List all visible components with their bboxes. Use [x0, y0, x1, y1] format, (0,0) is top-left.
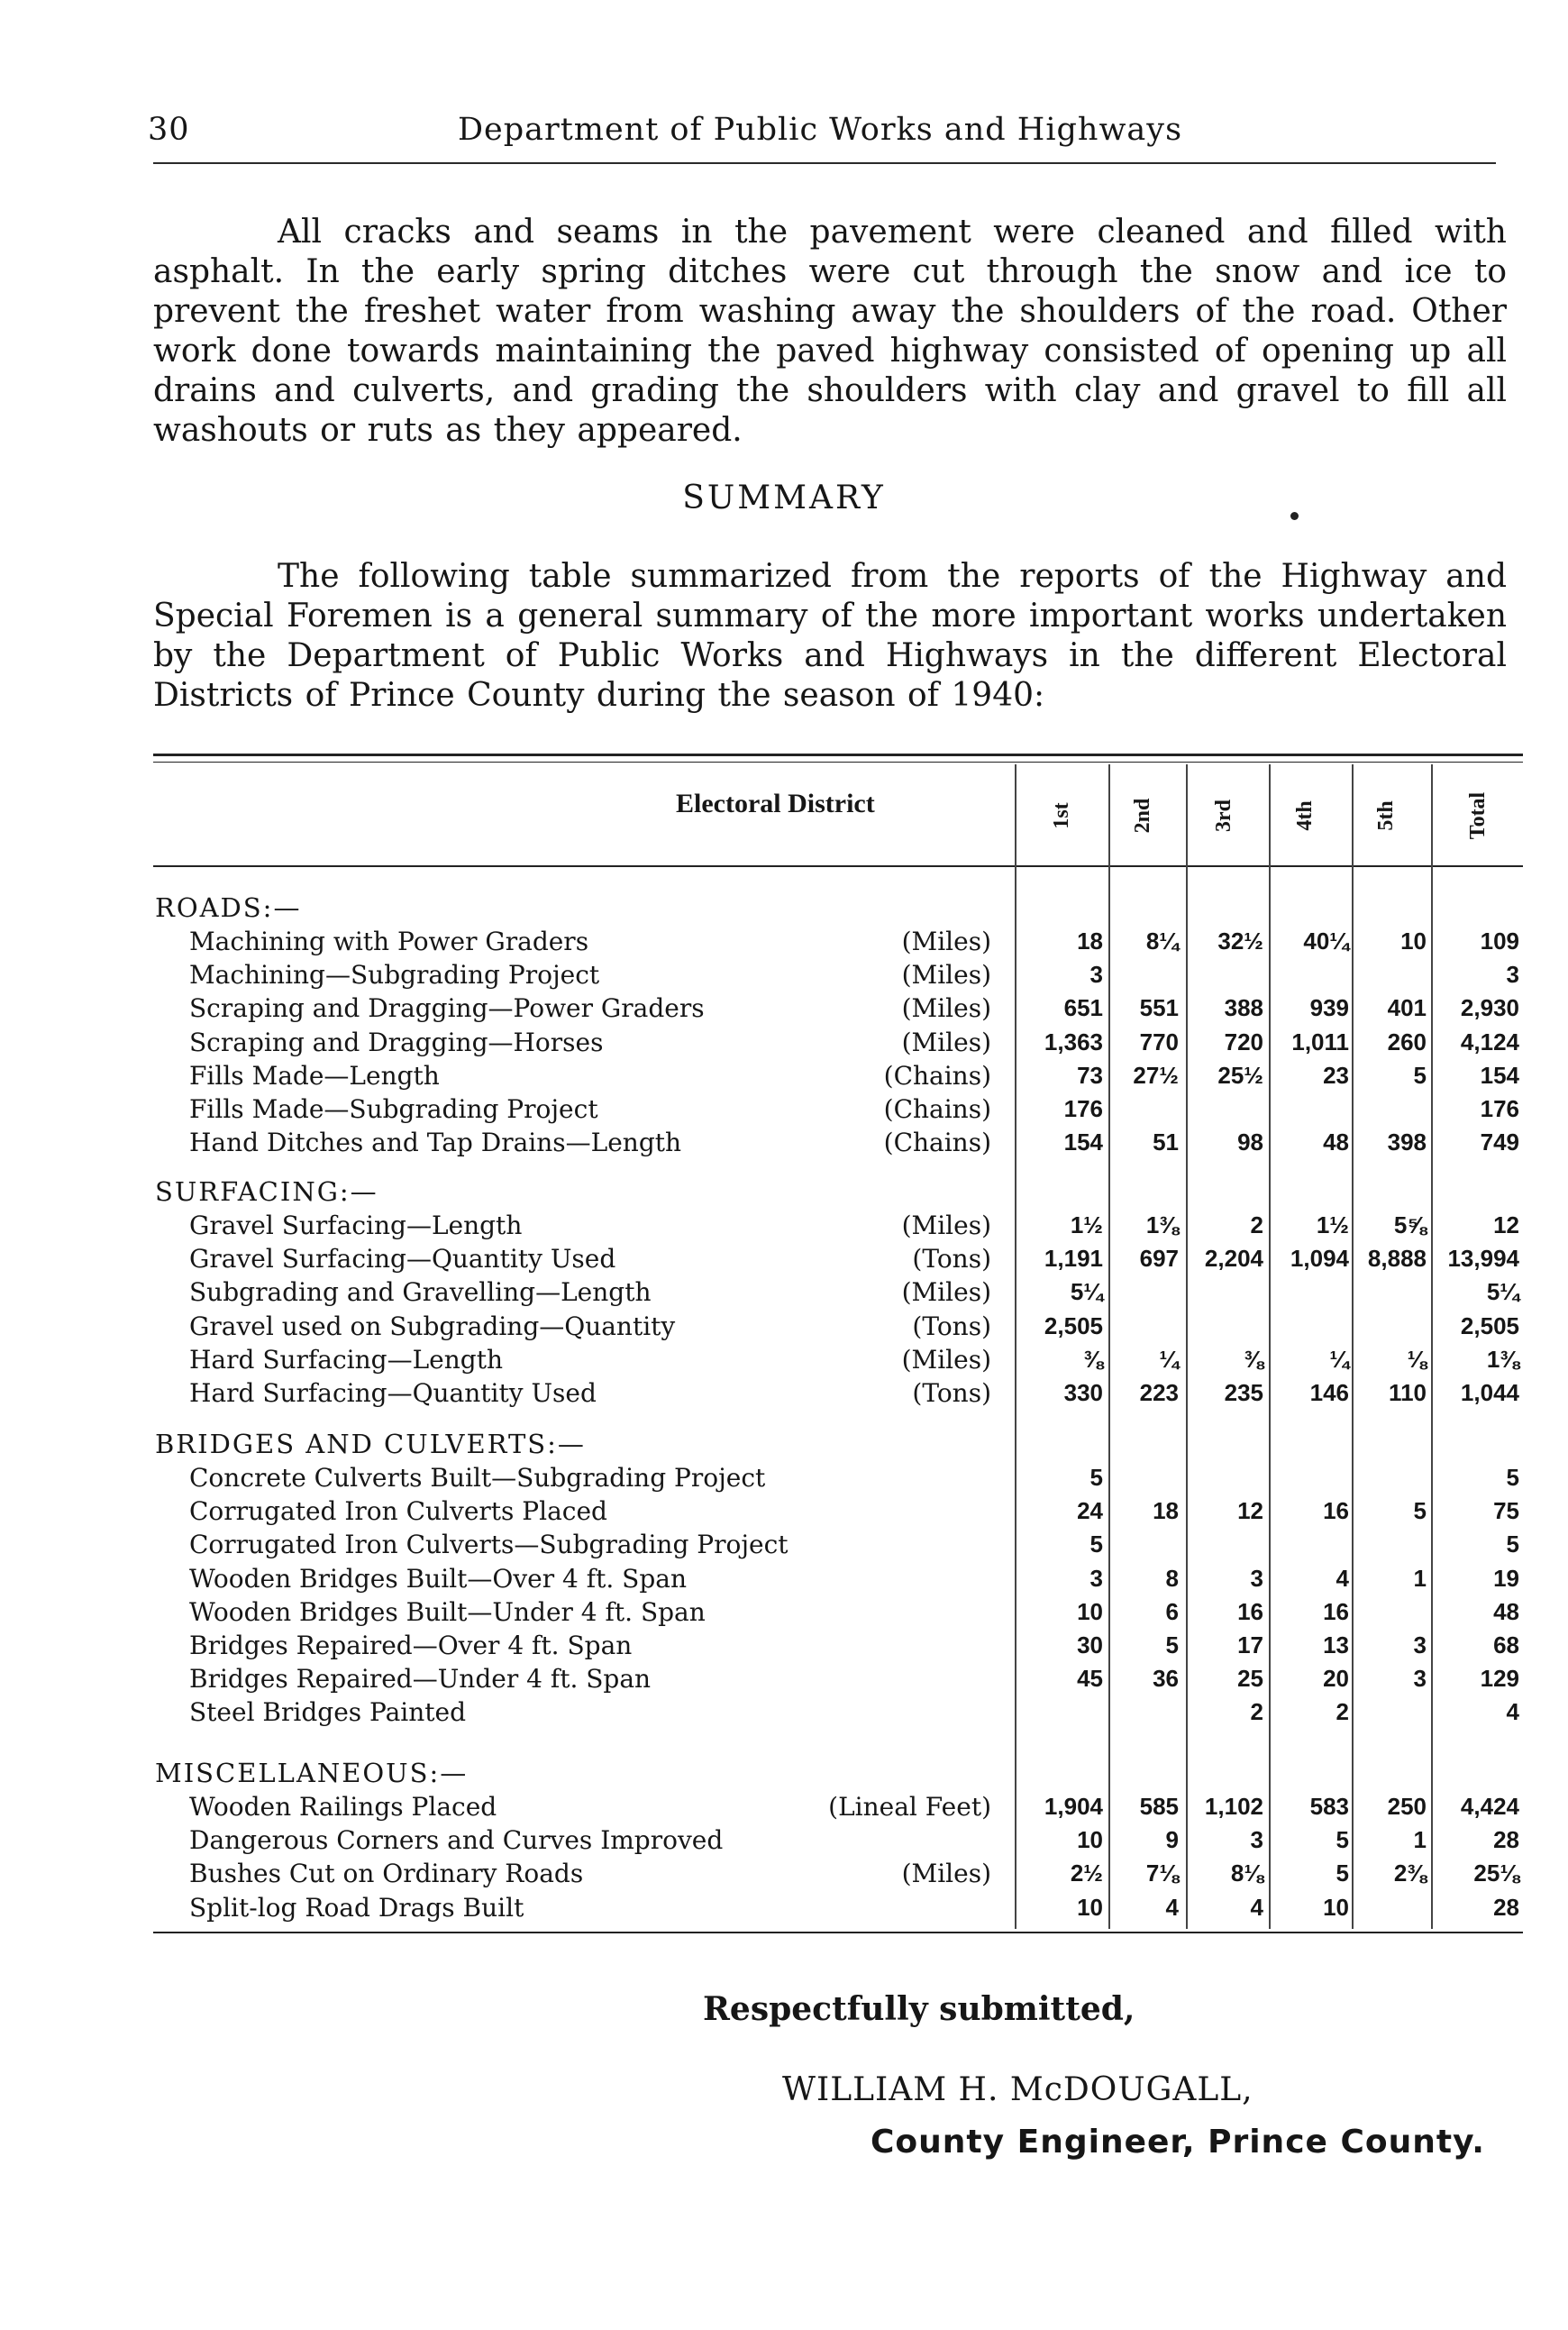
cell-5th: 8,888: [1367, 1245, 1427, 1273]
cell-1st: 651: [1063, 994, 1103, 1022]
row-label: [189, 1893, 946, 1923]
cell-4th: 13: [1323, 1631, 1349, 1658]
running-title: Department of Public Works and Highways: [457, 112, 1183, 148]
cell-total: 129: [1480, 1665, 1519, 1693]
cell-1st: 24: [1077, 1497, 1103, 1525]
row-label: [189, 927, 946, 956]
cell-5th: 398: [1387, 1128, 1427, 1156]
cell-total: 5: [1506, 1464, 1519, 1491]
row-label-text: Subgrading and Gravelling—Length: [189, 1277, 652, 1308]
table-row: [0, 1697, 1568, 1730]
row-unit: (Tons): [912, 1311, 991, 1341]
cell-4th: 16: [1323, 1597, 1349, 1625]
row-unit: (Miles): [901, 993, 991, 1024]
row-label-text: Fills Made—Length: [189, 1060, 440, 1091]
table-row: [0, 1128, 1568, 1160]
cell-2nd: 770: [1139, 1028, 1179, 1055]
cell-2nd: 36: [1153, 1665, 1179, 1693]
cell-total: 68: [1493, 1631, 1519, 1658]
cell-4th: 23: [1323, 1061, 1349, 1089]
column-header-total: Total: [1466, 791, 1490, 840]
cell-3rd: 2: [1250, 1698, 1263, 1726]
cell-5th: 3: [1413, 1631, 1427, 1658]
cell-2nd: 4: [1165, 1893, 1179, 1921]
cell-5th: 110: [1389, 1379, 1427, 1406]
table-row: [0, 1825, 1568, 1858]
cell-2nd: 1⅜: [1145, 1211, 1179, 1238]
cell-4th: 583: [1309, 1793, 1349, 1820]
row-label-text: Fills Made—Subgrading Project: [189, 1094, 598, 1124]
table-row: [0, 1378, 1568, 1411]
table-row: [0, 1664, 1568, 1696]
column-header-3rd: 3rd: [1212, 800, 1235, 832]
row-label: [189, 1028, 946, 1057]
cell-2nd: 7⅛: [1145, 1859, 1179, 1887]
cell-5th: 250: [1387, 1793, 1427, 1820]
row-label: [189, 1697, 946, 1727]
cell-total: 109: [1480, 927, 1519, 955]
section-heading: SURFACING:—: [155, 1176, 378, 1207]
row-label: [189, 1128, 946, 1157]
cell-4th: ¼: [1329, 1345, 1349, 1373]
row-label: [189, 1631, 946, 1660]
cell-1st: 5: [1089, 1530, 1103, 1558]
table-row: [0, 1597, 1568, 1630]
row-label: [189, 1211, 946, 1240]
cell-total: 4,124: [1460, 1028, 1519, 1055]
row-label: [189, 1094, 946, 1124]
cell-2nd: 585: [1139, 1793, 1179, 1820]
page-number: 30: [148, 112, 190, 148]
row-label-text: Split-log Road Drags Built: [189, 1892, 524, 1923]
cell-5th: 5: [1413, 1497, 1427, 1525]
row-label-text: Dangerous Corners and Curves Improved: [189, 1825, 724, 1856]
cell-5th: 1: [1413, 1564, 1427, 1592]
cell-3rd: 2,204: [1204, 1245, 1263, 1273]
cell-total: 1⅜: [1486, 1345, 1519, 1373]
table-row: [0, 1631, 1568, 1663]
cell-5th: 260: [1387, 1028, 1427, 1055]
cell-1st: 3: [1089, 961, 1103, 989]
cell-4th: 2: [1336, 1698, 1349, 1726]
row-label: [189, 1530, 946, 1559]
table-row: [0, 1244, 1568, 1276]
table-row: [0, 1277, 1568, 1310]
cell-4th: 1,094: [1290, 1245, 1349, 1273]
table-row: [0, 1311, 1568, 1344]
paragraph-maintenance: All cracks and seams in the pavement were cleaned and filled with asphalt. In the early spring ditches were cut through the snow and ice to prevent the freshet water from washing away the shoulders of the road. Other work done towards maintaining the paved highway consisted of opening up all drains and culverts, and grading the shoulders with clay and gravel to fill all washouts or ruts as they appeared.: [153, 214, 1507, 449]
row-unit: (Tons): [912, 1378, 991, 1408]
cell-4th: 1½: [1316, 1211, 1349, 1238]
cell-1st: 10: [1077, 1826, 1103, 1854]
cell-3rd: 98: [1237, 1128, 1263, 1156]
cell-5th: 5: [1413, 1061, 1427, 1089]
table-top-rule: [153, 754, 1523, 756]
table-row: [0, 993, 1568, 1026]
cell-4th: 1,011: [1291, 1028, 1349, 1055]
cell-1st: 154: [1063, 1128, 1103, 1156]
cell-5th: 2⅜: [1393, 1859, 1427, 1887]
row-unit: (Miles): [901, 1027, 991, 1057]
cell-1st: 10: [1077, 1597, 1103, 1625]
cell-4th: 5: [1336, 1826, 1349, 1854]
electoral-district-header: Electoral District: [676, 789, 875, 818]
summary-heading: SUMMARY: [682, 480, 886, 516]
row-label-text: Scraping and Dragging—Power Graders: [189, 993, 705, 1024]
cell-5th: 5⅝: [1393, 1211, 1427, 1238]
cell-2nd: 6: [1165, 1597, 1179, 1625]
cell-5th: 3: [1413, 1665, 1427, 1693]
cell-2nd: 27½: [1133, 1061, 1179, 1089]
cell-1st: 3: [1089, 1564, 1103, 1592]
cell-1st: 18: [1077, 927, 1103, 955]
stray-dot: [1290, 512, 1299, 520]
row-unit: (Lineal Feet): [828, 1792, 991, 1822]
cell-4th: 10: [1323, 1893, 1349, 1921]
cell-3rd: ⅜: [1244, 1345, 1263, 1373]
cell-1st: ⅜: [1083, 1345, 1103, 1373]
column-header-4th: 4th: [1293, 800, 1317, 831]
cell-total: 154: [1480, 1061, 1519, 1089]
row-label: [189, 960, 946, 990]
row-label: [189, 1564, 946, 1594]
cell-2nd: 5: [1165, 1631, 1179, 1658]
cell-3rd: 388: [1224, 994, 1263, 1022]
cell-4th: 939: [1309, 994, 1349, 1022]
section-heading: MISCELLANEOUS:—: [155, 1758, 469, 1788]
cell-3rd: 32½: [1217, 927, 1263, 955]
cell-3rd: 12: [1237, 1497, 1263, 1525]
row-label: [189, 1244, 946, 1274]
cell-2nd: 223: [1139, 1379, 1179, 1406]
cell-total: 28: [1493, 1893, 1519, 1921]
row-label: [189, 1277, 946, 1307]
cell-4th: 40¼: [1303, 927, 1349, 955]
cell-3rd: 16: [1237, 1597, 1263, 1625]
header-rule: [153, 162, 1496, 164]
row-label-text: Machining—Subgrading Project: [189, 960, 600, 991]
cell-total: 25⅛: [1473, 1859, 1519, 1887]
section-heading: BRIDGES AND CULVERTS:—: [155, 1429, 586, 1459]
table-row: [0, 927, 1568, 959]
row-label: [189, 1859, 946, 1888]
cell-1st: 1,904: [1044, 1793, 1103, 1820]
cell-5th: 10: [1400, 927, 1427, 955]
cell-4th: 146: [1309, 1379, 1349, 1406]
cell-3rd: 720: [1224, 1028, 1263, 1055]
cell-total: 2,930: [1460, 994, 1519, 1022]
cell-2nd: 9: [1165, 1826, 1179, 1854]
row-unit: (Miles): [901, 1277, 991, 1308]
row-unit: (Miles): [901, 1211, 991, 1240]
cell-total: 176: [1480, 1095, 1519, 1122]
cell-1st: 10: [1077, 1893, 1103, 1921]
cell-4th: 16: [1323, 1497, 1349, 1525]
column-header-1st: 1st: [1050, 802, 1073, 829]
row-label-text: Concrete Culverts Built—Subgrading Project: [189, 1463, 766, 1493]
cell-total: 2,505: [1460, 1311, 1519, 1339]
running-header: [144, 106, 1496, 160]
row-label: [189, 1597, 946, 1627]
cell-3rd: 17: [1237, 1631, 1263, 1658]
cell-total: 749: [1480, 1128, 1519, 1156]
table-row: [0, 1859, 1568, 1891]
cell-total: 75: [1493, 1497, 1519, 1525]
cell-2nd: ¼: [1159, 1345, 1179, 1373]
row-label-text: Bridges Repaired—Under 4 ft. Span: [189, 1664, 652, 1695]
row-label-text: Machining with Power Graders: [189, 927, 589, 956]
cell-4th: 48: [1323, 1128, 1349, 1156]
cell-1st: 5: [1089, 1464, 1103, 1491]
cell-total: 13,994: [1447, 1245, 1519, 1273]
cell-1st: 45: [1077, 1665, 1103, 1693]
column-header-2nd: 2nd: [1131, 798, 1154, 834]
row-label: [189, 1496, 946, 1526]
cell-5th: 1: [1413, 1826, 1427, 1854]
cell-total: 4: [1506, 1698, 1519, 1726]
row-label: [189, 1463, 946, 1493]
table-row: [0, 1564, 1568, 1596]
column-header-5th: 5th: [1374, 800, 1398, 831]
cell-total: 48: [1493, 1597, 1519, 1625]
cell-1st: 1½: [1070, 1211, 1103, 1238]
row-label-text: Bushes Cut on Ordinary Roads: [189, 1859, 584, 1889]
row-label-text: Gravel Surfacing—Length: [189, 1211, 523, 1240]
cell-2nd: 551: [1139, 994, 1179, 1022]
row-label-text: Corrugated Iron Culverts—Subgrading Project: [189, 1530, 789, 1560]
cell-4th: 20: [1323, 1665, 1349, 1693]
row-label: [189, 1311, 946, 1341]
row-unit: (Tons): [912, 1244, 991, 1275]
cell-3rd: 2: [1250, 1211, 1263, 1238]
cell-3rd: 25½: [1217, 1061, 1263, 1089]
closing-line: Respectfully submitted,: [703, 1990, 1135, 2028]
cell-1st: 1,363: [1044, 1028, 1103, 1055]
cell-2nd: 51: [1153, 1128, 1179, 1156]
cell-total: 5: [1506, 1530, 1519, 1558]
cell-3rd: 3: [1250, 1826, 1263, 1854]
table-row: [0, 1345, 1568, 1377]
cell-3rd: 235: [1224, 1379, 1263, 1406]
table-row: [0, 1530, 1568, 1562]
cell-total: 19: [1493, 1564, 1519, 1592]
table-row: [0, 960, 1568, 992]
row-label: [189, 1825, 946, 1855]
row-unit: (Miles): [901, 960, 991, 991]
table-bottom-rule: [153, 1932, 1523, 1933]
cell-3rd: 4: [1250, 1893, 1263, 1921]
row-label-text: Gravel used on Subgrading—Quantity: [189, 1311, 676, 1341]
cell-2nd: 8¼: [1145, 927, 1179, 955]
cell-3rd: 8⅛: [1230, 1859, 1263, 1887]
cell-5th: ⅛: [1407, 1345, 1427, 1373]
row-label-text: Steel Bridges Painted: [189, 1697, 467, 1728]
row-label-text: Hand Ditches and Tap Drains—Length: [189, 1128, 682, 1158]
row-unit: (Miles): [901, 927, 991, 956]
cell-3rd: 3: [1250, 1564, 1263, 1592]
cell-4th: 5: [1336, 1859, 1349, 1887]
table-header-rule: [153, 865, 1523, 867]
cell-total: 3: [1506, 961, 1519, 989]
row-label-text: Scraping and Dragging—Horses: [189, 1027, 604, 1057]
cell-2nd: 18: [1153, 1497, 1179, 1525]
table-row: [0, 1496, 1568, 1529]
cell-4th: 4: [1336, 1564, 1349, 1592]
cell-5th: 401: [1387, 994, 1427, 1022]
cell-1st: 2½: [1070, 1859, 1103, 1887]
table-row: [0, 1094, 1568, 1127]
cell-1st: 2,505: [1044, 1311, 1103, 1339]
cell-2nd: 8: [1165, 1564, 1179, 1592]
cell-1st: 1,191: [1044, 1245, 1103, 1273]
cell-1st: 73: [1077, 1061, 1103, 1089]
table-row: [0, 1211, 1568, 1243]
row-unit: (Miles): [901, 1344, 991, 1375]
cell-total: 5¼: [1486, 1278, 1519, 1306]
row-label: [189, 1345, 946, 1375]
row-label: [189, 1378, 946, 1408]
cell-3rd: 25: [1237, 1665, 1263, 1693]
cell-1st: 330: [1063, 1379, 1103, 1406]
signer-title: County Engineer, Prince County.: [871, 2124, 1485, 2161]
row-label-text: Hard Surfacing—Length: [189, 1344, 503, 1375]
table-row: [0, 1061, 1568, 1093]
row-label: [189, 1664, 946, 1694]
row-label-text: Bridges Repaired—Over 4 ft. Span: [189, 1631, 633, 1660]
row-label-text: Gravel Surfacing—Quantity Used: [189, 1244, 616, 1275]
row-label-text: Wooden Bridges Built—Over 4 ft. Span: [189, 1563, 687, 1594]
row-unit: (Chains): [883, 1128, 991, 1158]
row-label: [189, 1061, 946, 1091]
cell-total: 1,044: [1460, 1379, 1519, 1406]
row-label: [189, 993, 946, 1023]
table-row: [0, 1792, 1568, 1824]
paragraph-summary-intro: The following table summarized from the reports of the Highway and Special Foremen is a general summary of the more important works undertaken by the Department of Public Works and Highways in the different Electoral Districts of Prince County during the season of 1940:: [153, 558, 1507, 714]
cell-1st: 176: [1063, 1095, 1103, 1122]
cell-total: 12: [1493, 1211, 1519, 1238]
row-label-text: Hard Surfacing—Quantity Used: [189, 1378, 597, 1408]
table-row: [0, 1028, 1568, 1060]
section-heading: ROADS:—: [155, 892, 302, 923]
row-unit: (Miles): [901, 1859, 991, 1889]
cell-total: 28: [1493, 1826, 1519, 1854]
cell-2nd: 697: [1139, 1245, 1179, 1273]
row-label-text: Wooden Railings Placed: [189, 1792, 497, 1822]
cell-1st: 5¼: [1070, 1278, 1103, 1306]
row-unit: (Chains): [883, 1060, 991, 1091]
row-label-text: Wooden Bridges Built—Under 4 ft. Span: [189, 1596, 706, 1627]
table-top-rule-thin: [153, 762, 1523, 763]
table-row: [0, 1463, 1568, 1495]
row-unit: (Chains): [883, 1094, 991, 1124]
signer-name: WILLIAM H. McDOUGALL,: [782, 2071, 1253, 2108]
cell-total: 4,424: [1460, 1793, 1519, 1820]
row-label-text: Corrugated Iron Culverts Placed: [189, 1496, 607, 1527]
cell-1st: 30: [1077, 1631, 1103, 1658]
table-row: [0, 1893, 1568, 1925]
cell-3rd: 1,102: [1204, 1793, 1263, 1820]
